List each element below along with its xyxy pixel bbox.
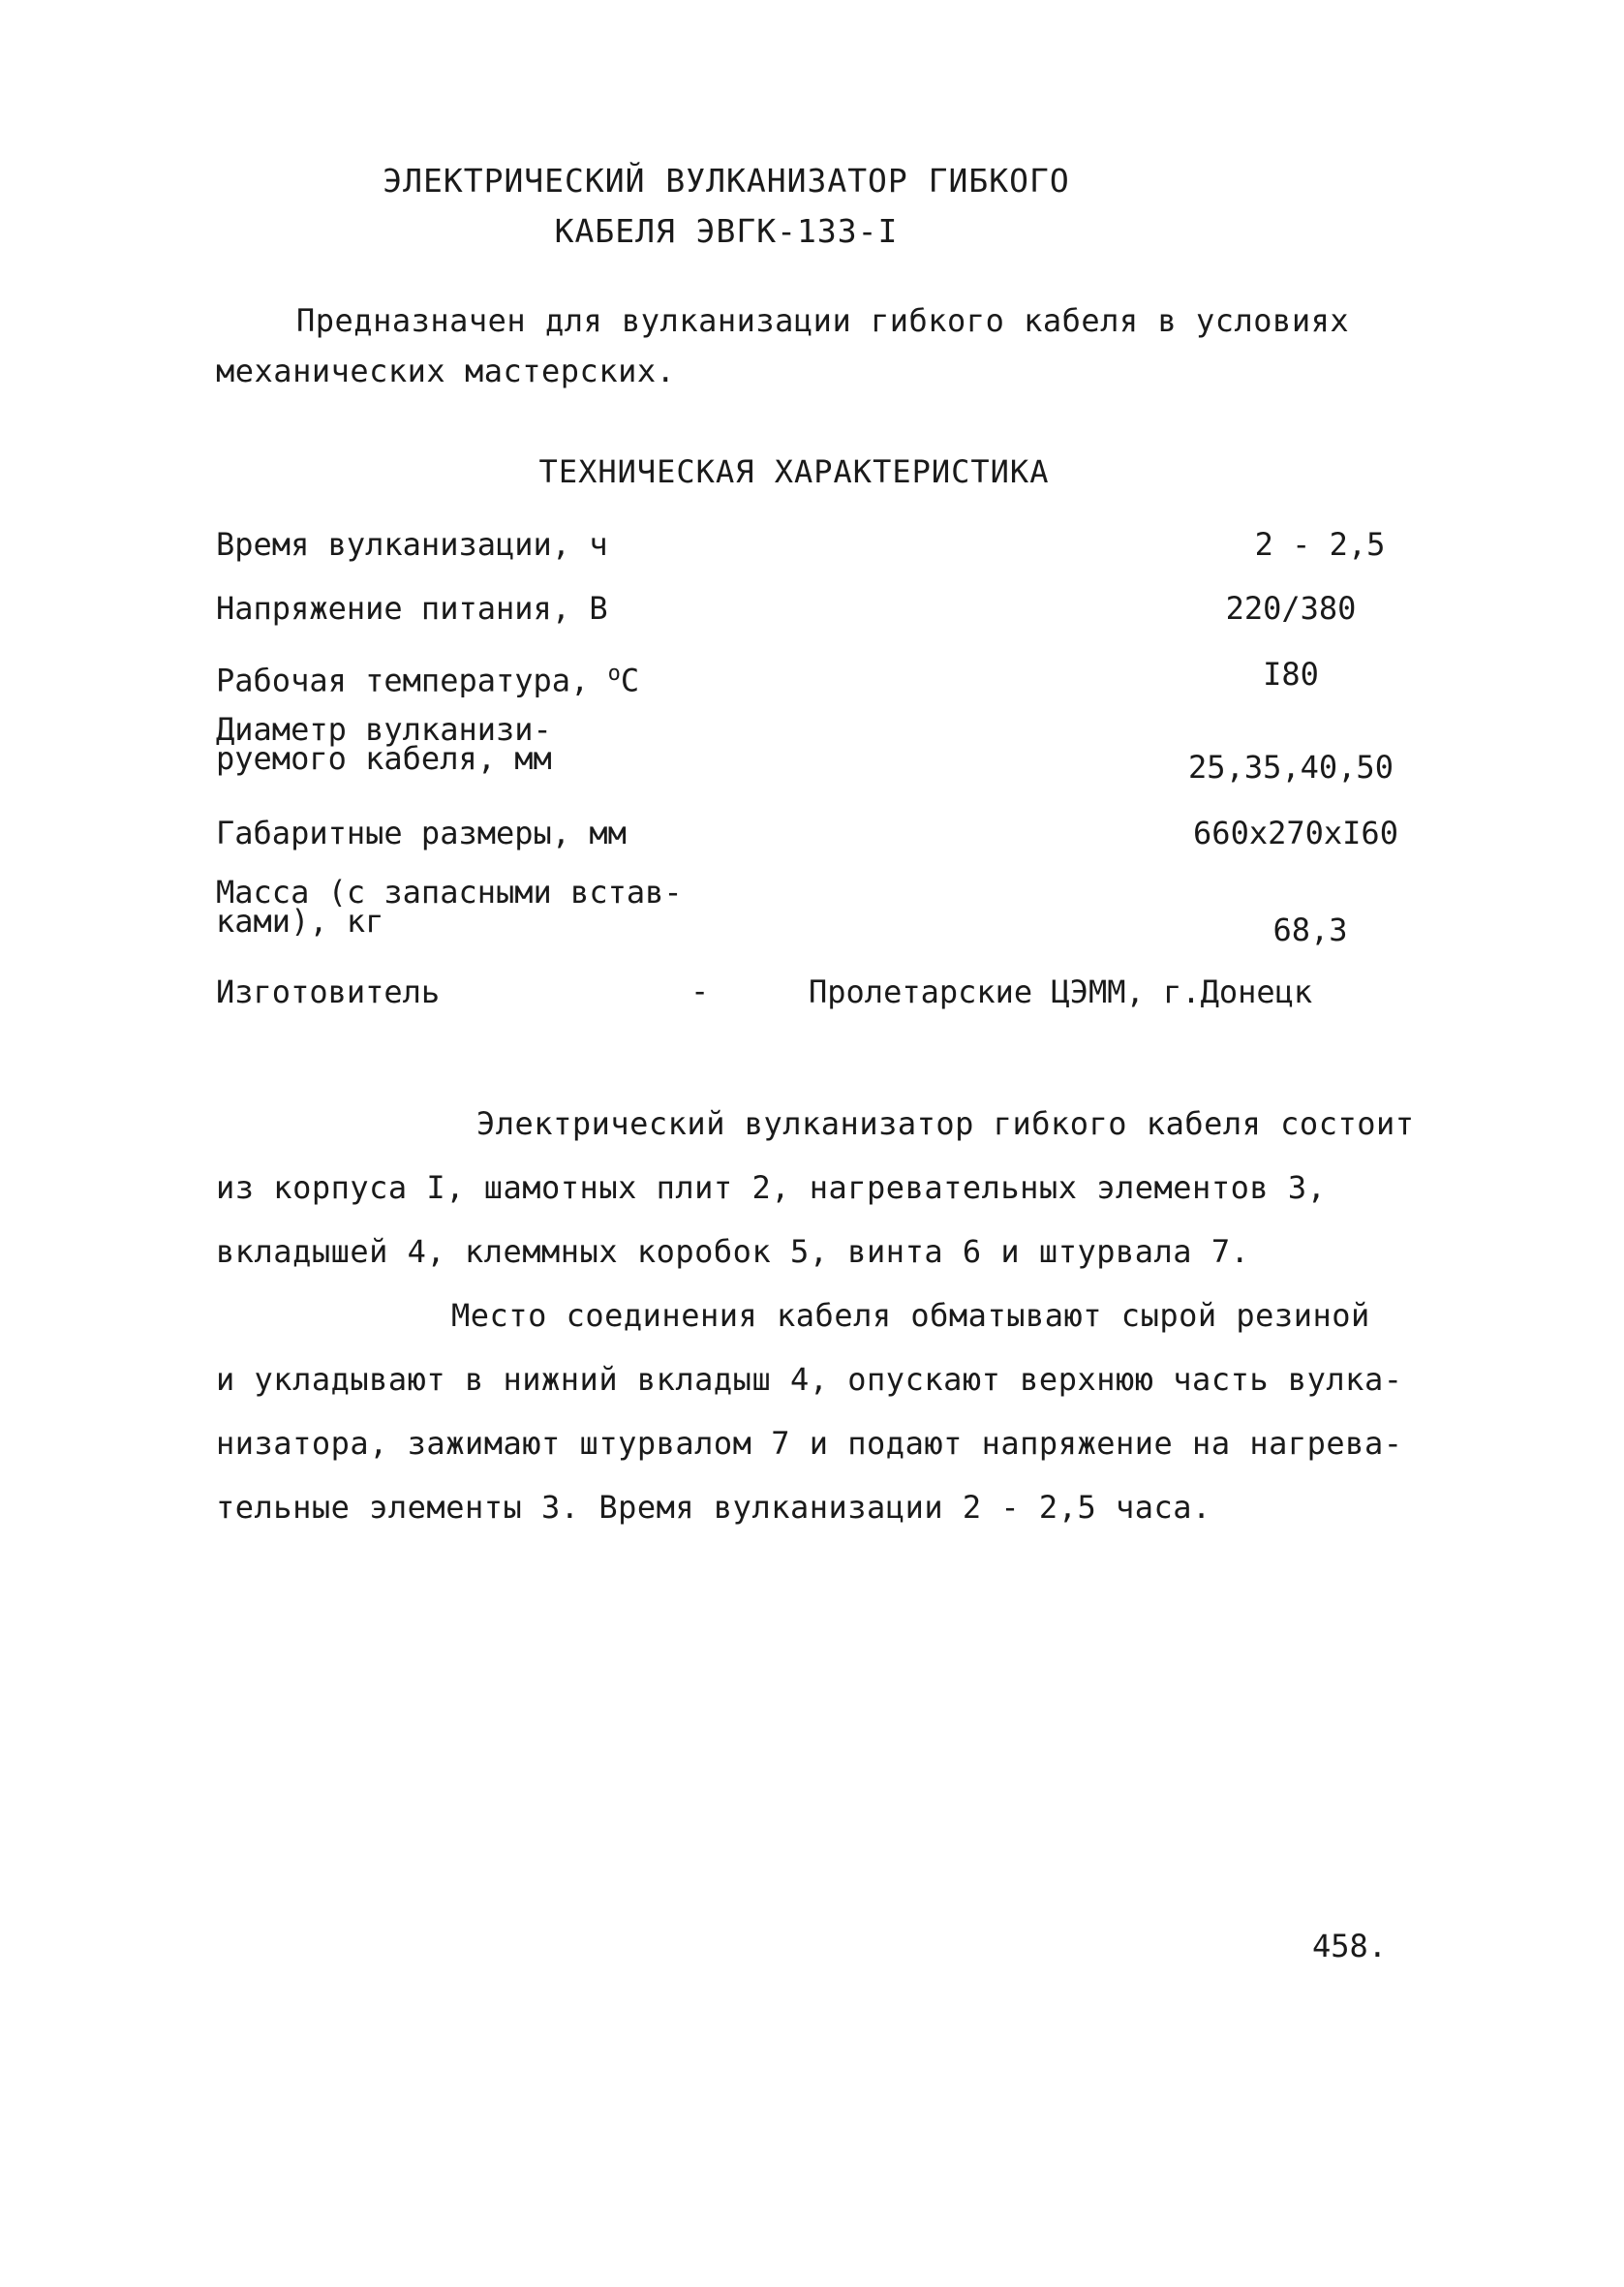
spec-label-line2: ками), кг [216, 903, 384, 940]
spec-label-line1: Масса (с запасными встав- [216, 874, 683, 911]
section-title: ТЕХНИЧЕСКАЯ ХАРАКТЕРИСТИКА [538, 453, 1050, 490]
spec-dash: - [690, 973, 710, 1009]
description-line: Место соединения кабеля обматывают сырой резиной [451, 1297, 1370, 1334]
spec-label: Время вулканизации, ч [216, 526, 608, 563]
description-line: вкладышей 4, клеммных коробок 5, винта 6 и штурвала 7. [216, 1233, 1250, 1270]
purpose-paragraph-line2: механических мастерских. [216, 353, 676, 389]
purpose-paragraph-line1: Предназначен для вулканизации гибкого кабеля в условиях [296, 302, 1350, 339]
spec-value: 220/380 [1225, 590, 1357, 627]
spec-value: Пролетарские ЦЭММ, г.Донецк [809, 974, 1313, 1010]
spec-value: I80 [1263, 656, 1319, 693]
degree-superscript: о [607, 662, 621, 686]
description-line: низатора, зажимают штурвалом 7 и подают напряжение на нагрева- [216, 1425, 1403, 1462]
spec-label: Напряжение питания, В [216, 590, 608, 627]
description-line: из корпуса I, шамотных плит 2, нагревательных элементов 3, [216, 1169, 1327, 1206]
spec-label: Изготовитель [216, 974, 441, 1010]
document-title-line2: КАБЕЛЯ ЭВГК-133-I [554, 212, 899, 250]
spec-label: Габаритные размеры, мм [216, 815, 627, 851]
page-number: 458. [1312, 1928, 1388, 1964]
description-line: Электрический вулканизатор гибкого кабеля состоит [476, 1105, 1415, 1142]
description-line: и укладывают в нижний вкладыш 4, опускают верхнюю часть вулка- [216, 1361, 1403, 1398]
spec-label-line2: руемого кабеля, мм [216, 740, 552, 777]
document-title-line1: ЭЛЕКТРИЧЕСКИЙ ВУЛКАНИЗАТОР ГИБКОГО [383, 162, 1070, 200]
spec-label: Рабочая температура, $^о$С [216, 662, 640, 699]
spec-value: 68,3 [1272, 912, 1348, 948]
spec-value: 660х270хI60 [1193, 815, 1398, 851]
spec-label-line1: Диаметр вулканизи- [216, 711, 552, 748]
spec-value: 25,35,40,50 [1188, 749, 1394, 786]
spec-value: 2 - 2,5 [1254, 526, 1386, 563]
description-line: тельные элементы 3. Время вулканизации 2 - 2,5 часа. [216, 1489, 1211, 1526]
